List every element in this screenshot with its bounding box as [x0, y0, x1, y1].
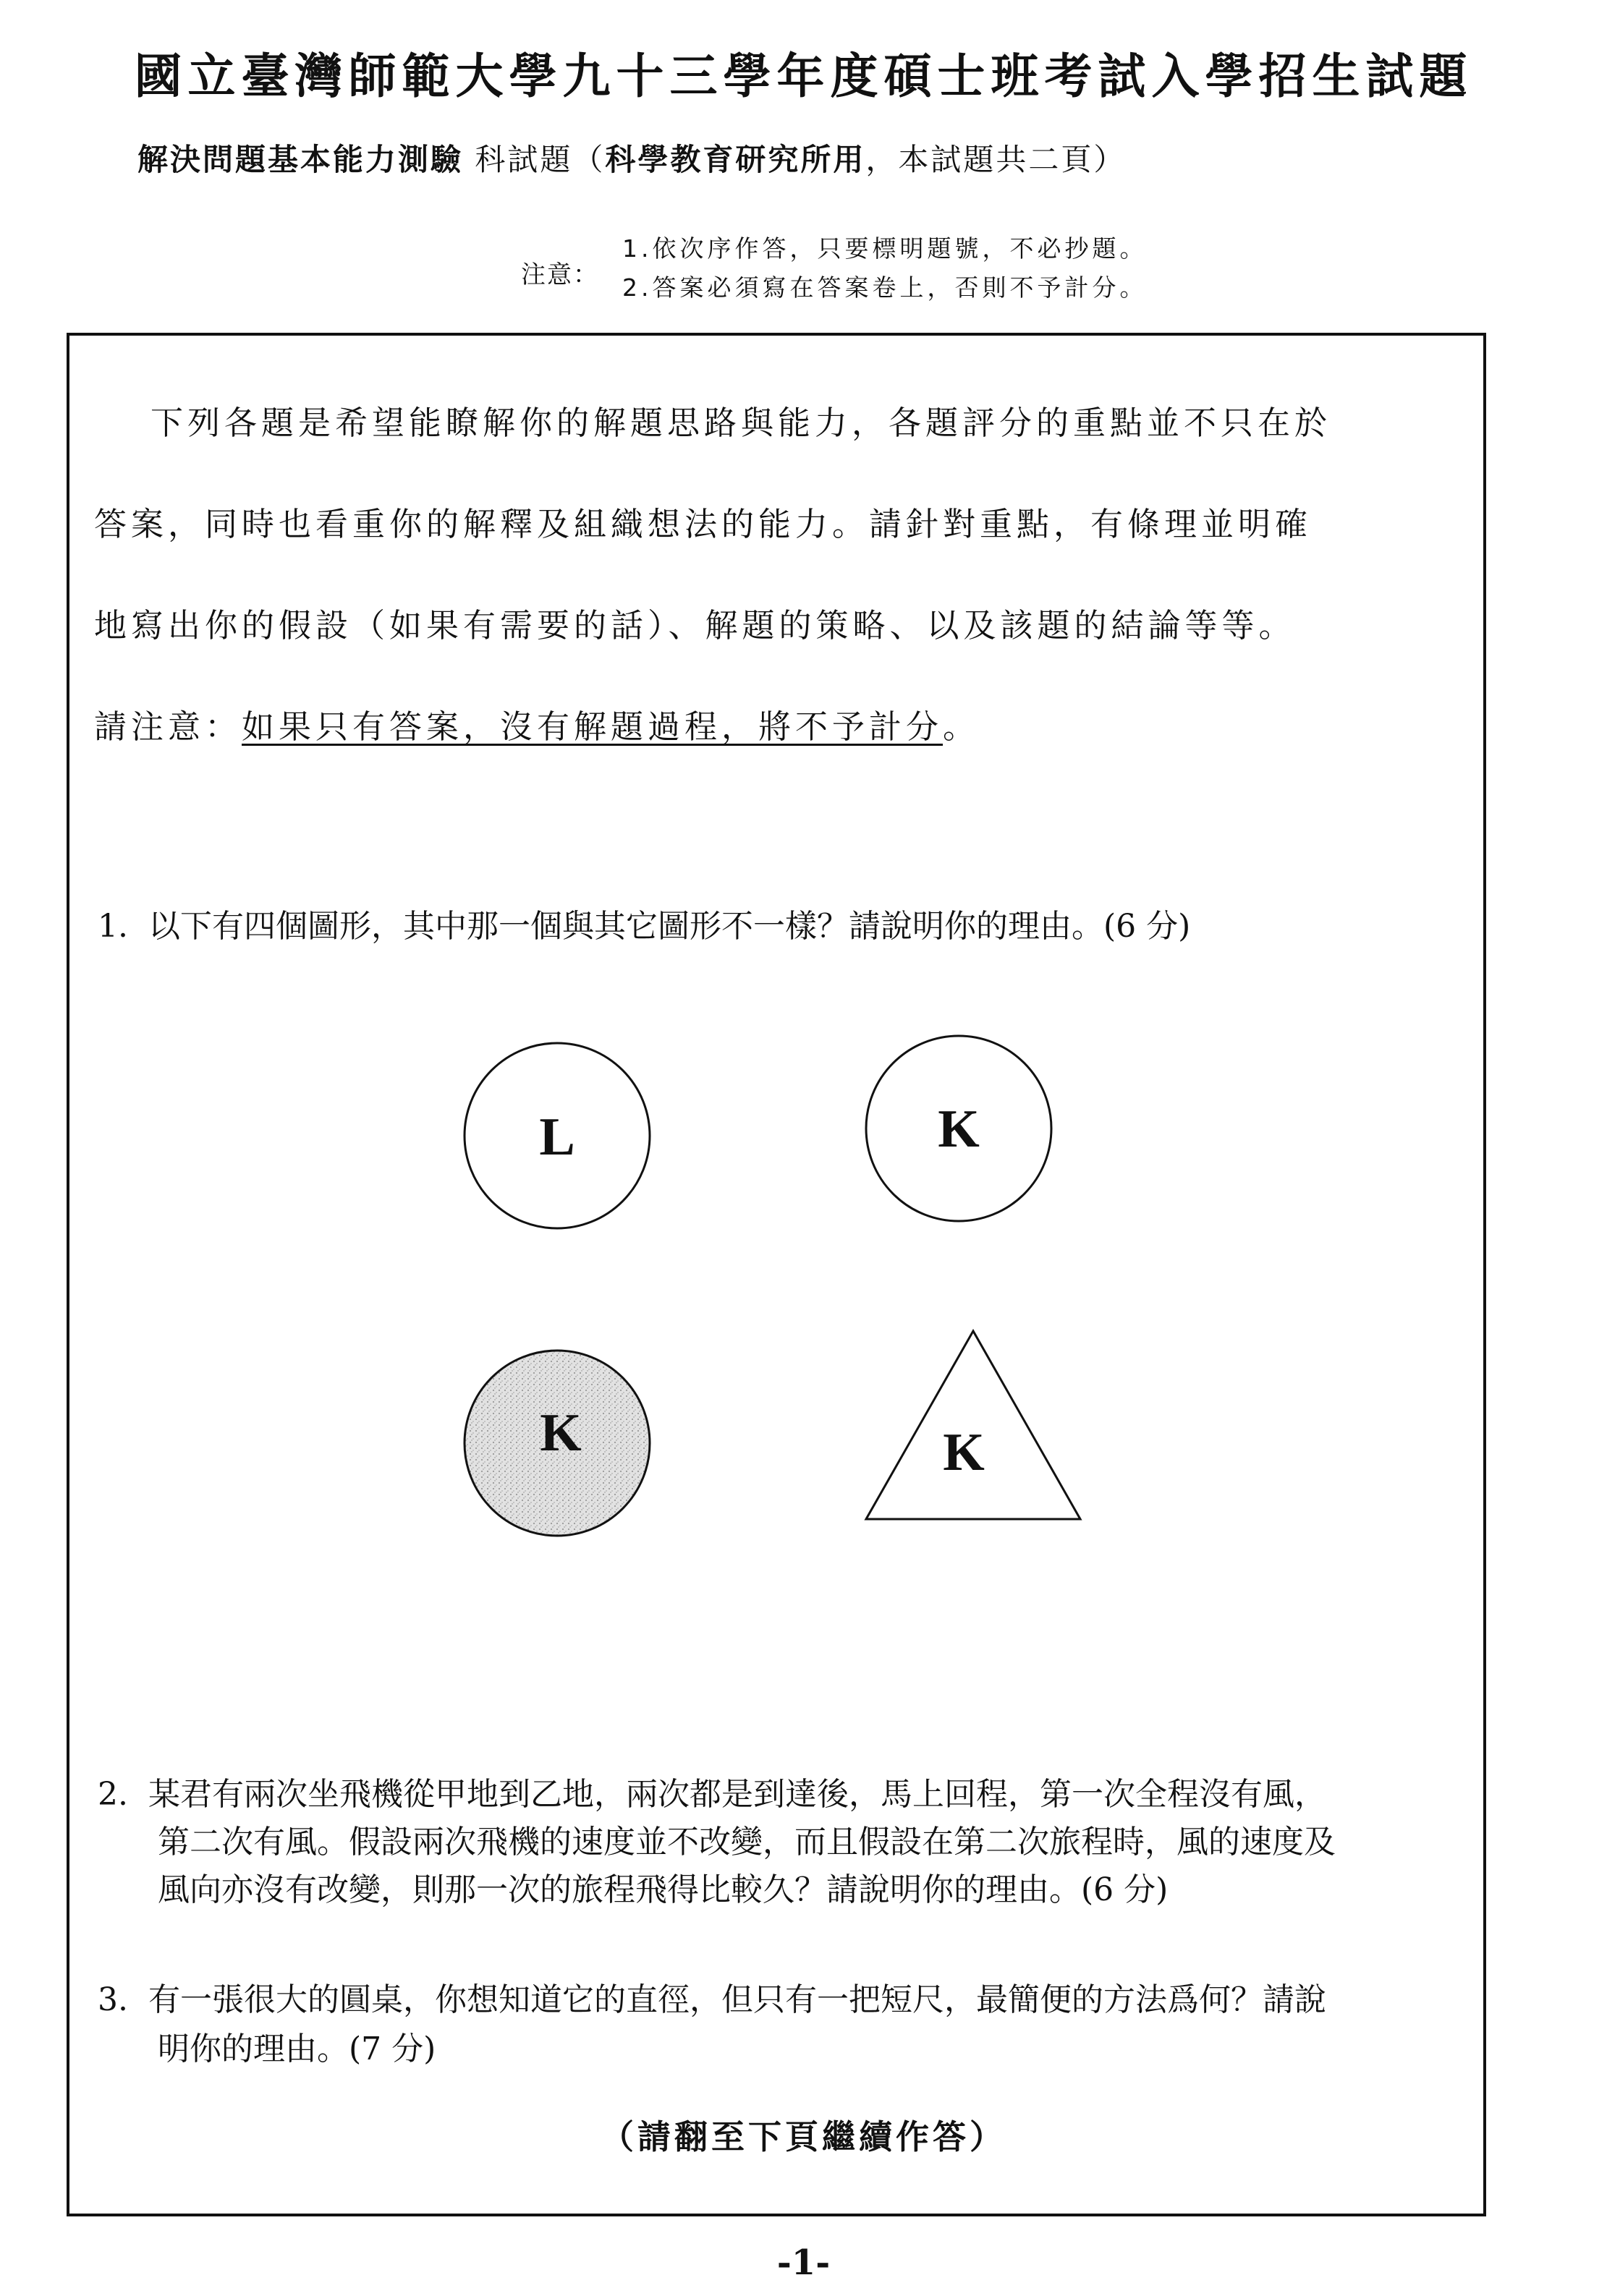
warning-emphasis: 如果只有答案，沒有解題過程，將不予計分: [242, 707, 944, 746]
question-number: 3.: [98, 1981, 128, 2018]
continue-note: （請翻至下頁繼續作答）: [601, 2117, 1006, 2156]
question-text: 某君有兩次坐飛機從甲地到乙地，兩次都是到達後，馬上回程，第一次全程沒有風，: [148, 1776, 1326, 1813]
shapes-figure: [434, 1013, 1158, 1562]
shape-circle-shaded: [465, 1351, 650, 1536]
question-2: [98, 1768, 1326, 1814]
shape-triangle: [866, 1331, 1080, 1519]
shape-letter: K: [540, 1403, 582, 1463]
exam-title: 國立臺灣師範大學九十三學年度碩士班考試入學招生試題: [134, 48, 1473, 104]
shape-letter: K: [938, 1100, 980, 1159]
intro-warning: [94, 700, 980, 747]
notice-label: 注意：: [521, 260, 599, 289]
question-3-line-2: 明你的理由。(7 分): [158, 2031, 436, 2067]
intro-line-3: 地寫出你的假設（如果有需要的話）、解題的策略、以及該題的結論等等。: [94, 606, 1296, 645]
shape-letter: K: [943, 1423, 985, 1482]
question-text: 以下有四個圖形，其中那一個與其它圖形不一樣？請說明你的理由。(6 分): [148, 908, 1191, 945]
warning-prefix: 請注意：: [94, 707, 242, 746]
question-2-line-2: 第二次有風。假設兩次飛機的速度並不改變，而且假設在第二次旅程時，風的速度及: [158, 1824, 1336, 1861]
notice-item-2: 2.答案必須寫在答案卷上，否則不予計分。: [622, 273, 1148, 302]
pages-note: ，本試題共二頁）: [865, 142, 1127, 177]
subject-suffix: 科試題（: [463, 142, 606, 177]
notice-item-1: 1.依次序作答，只要標明題號，不必抄題。: [622, 234, 1148, 263]
intro-line-1: 下列各題是希望能瞭解你的解題思路與能力，各題評分的重點並不只在於: [150, 404, 1332, 442]
question-text: 有一張很大的圓桌，你想知道它的直徑，但只有一把短尺，最簡便的方法爲何？請說: [148, 1981, 1326, 2018]
department-note: 科學教育研究所用: [605, 142, 866, 177]
question-2-line-3: 風向亦沒有改變，則那一次的旅程飛得比較久？請說明你的理由。(6 分): [158, 1871, 1169, 1908]
shape-letter: L: [539, 1107, 575, 1167]
exam-subtitle: [137, 136, 1126, 179]
question-3: [98, 1973, 1326, 2020]
question-number: 1.: [98, 908, 128, 945]
question-number: 2.: [98, 1776, 128, 1813]
page-number: -1-: [776, 2242, 831, 2283]
shape-circle-1: [465, 1043, 650, 1228]
intro-line-2: 答案，同時也看重你的解釋及組織想法的能力。請針對重點，有條理並明確: [94, 505, 1313, 543]
subject-name: 解決問題基本能力測驗: [137, 142, 464, 177]
warning-suffix: 。: [943, 707, 980, 746]
shape-circle-2: [866, 1036, 1051, 1221]
question-1: [98, 900, 1190, 946]
